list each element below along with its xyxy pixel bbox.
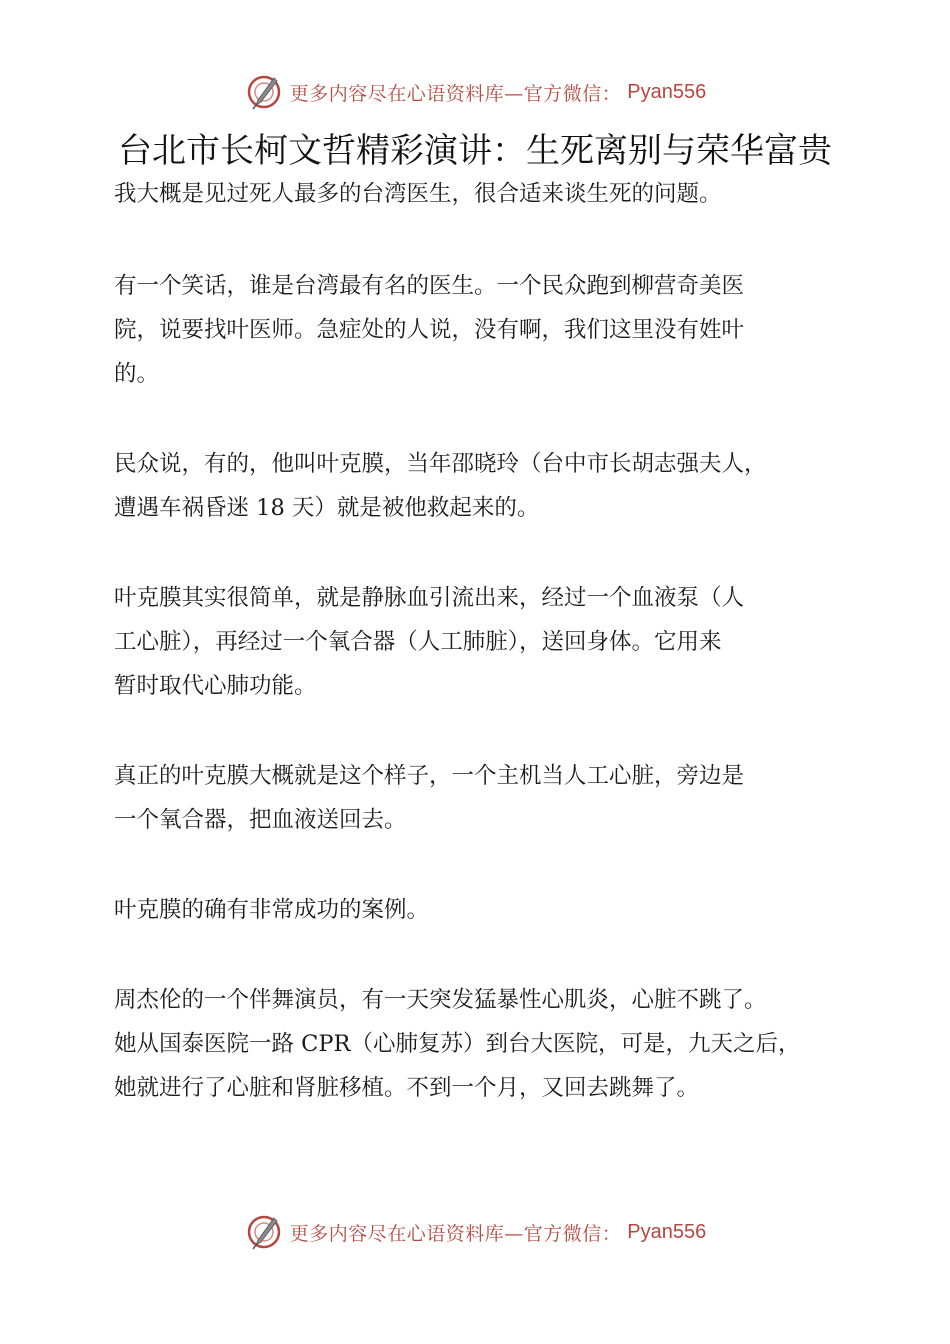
paragraph-line: 有一个笑话，谁是台湾最有名的医生。一个民众跑到柳营奇美医 — [114, 273, 745, 299]
paragraph-line: 的。 — [114, 361, 160, 387]
footer-banner — [0, 1212, 950, 1252]
paragraph-line: 民众说，有的，他叫叶克膜，当年邵晓玲（台中市长胡志强夫人， — [114, 451, 767, 477]
paragraph-7 — [114, 978, 874, 1110]
paragraph-3 — [114, 442, 874, 530]
banner-wechat-handle: Pyan556 — [627, 1220, 707, 1243]
paragraph-line: 暂时取代心肺功能。 — [114, 673, 317, 699]
document-title: 台北市长柯文哲精彩演讲：生死离别与荣华富贵 — [118, 131, 832, 171]
paragraph-line: 她从国泰医院一路 CPR（心肺复苏）到台大医院，可是，九天之后， — [114, 1031, 801, 1057]
paragraph-2 — [114, 264, 874, 396]
paragraph-line: 一个氧合器，把血液送回去。 — [114, 807, 407, 833]
banner-wechat-handle: Pyan556 — [627, 80, 707, 103]
paragraph-line: 我大概是见过死人最多的台湾医生，很合适来谈生死的问题。 — [114, 181, 722, 207]
paragraph-line: 周杰伦的一个伴舞演员，有一天突发猛暴性心肌炎，心脏不跳了。 — [114, 987, 767, 1013]
paragraph-line: 工心脏），再经过一个氧合器（人工肺脏），送回身体。它用来 — [114, 629, 722, 655]
paragraph-6 — [114, 888, 874, 932]
header-banner — [0, 72, 950, 112]
paragraph-line: 真正的叶克膜大概就是这个样子，一个主机当人工心脏，旁边是 — [114, 763, 745, 789]
paragraph-line: 遭遇车祸昏迷 18 天）就是被他救起来的。 — [114, 495, 540, 521]
paragraph-line: 院，说要找叶医师。急症处的人说，没有啊，我们这里没有姓叶 — [114, 317, 745, 343]
banner-tagline: 更多内容尽在心语资料库—官方微信： — [289, 1222, 622, 1245]
paragraph-4 — [114, 576, 874, 708]
banner-tagline: 更多内容尽在心语资料库—官方微信： — [289, 82, 622, 105]
paragraph-5 — [114, 754, 874, 842]
paragraph-line: 叶克膜其实很简单，就是静脉血引流出来，经过一个血液泵（人 — [114, 585, 745, 611]
paragraph-1 — [114, 172, 874, 216]
quill-pen-logo-icon — [244, 1212, 284, 1252]
document-body — [114, 172, 874, 1110]
paragraph-line: 她就进行了心脏和肾脏移植。不到一个月，又回去跳舞了。 — [114, 1075, 700, 1101]
paragraph-line: 叶克膜的确有非常成功的案例。 — [114, 897, 430, 923]
quill-pen-logo-icon — [244, 72, 284, 112]
